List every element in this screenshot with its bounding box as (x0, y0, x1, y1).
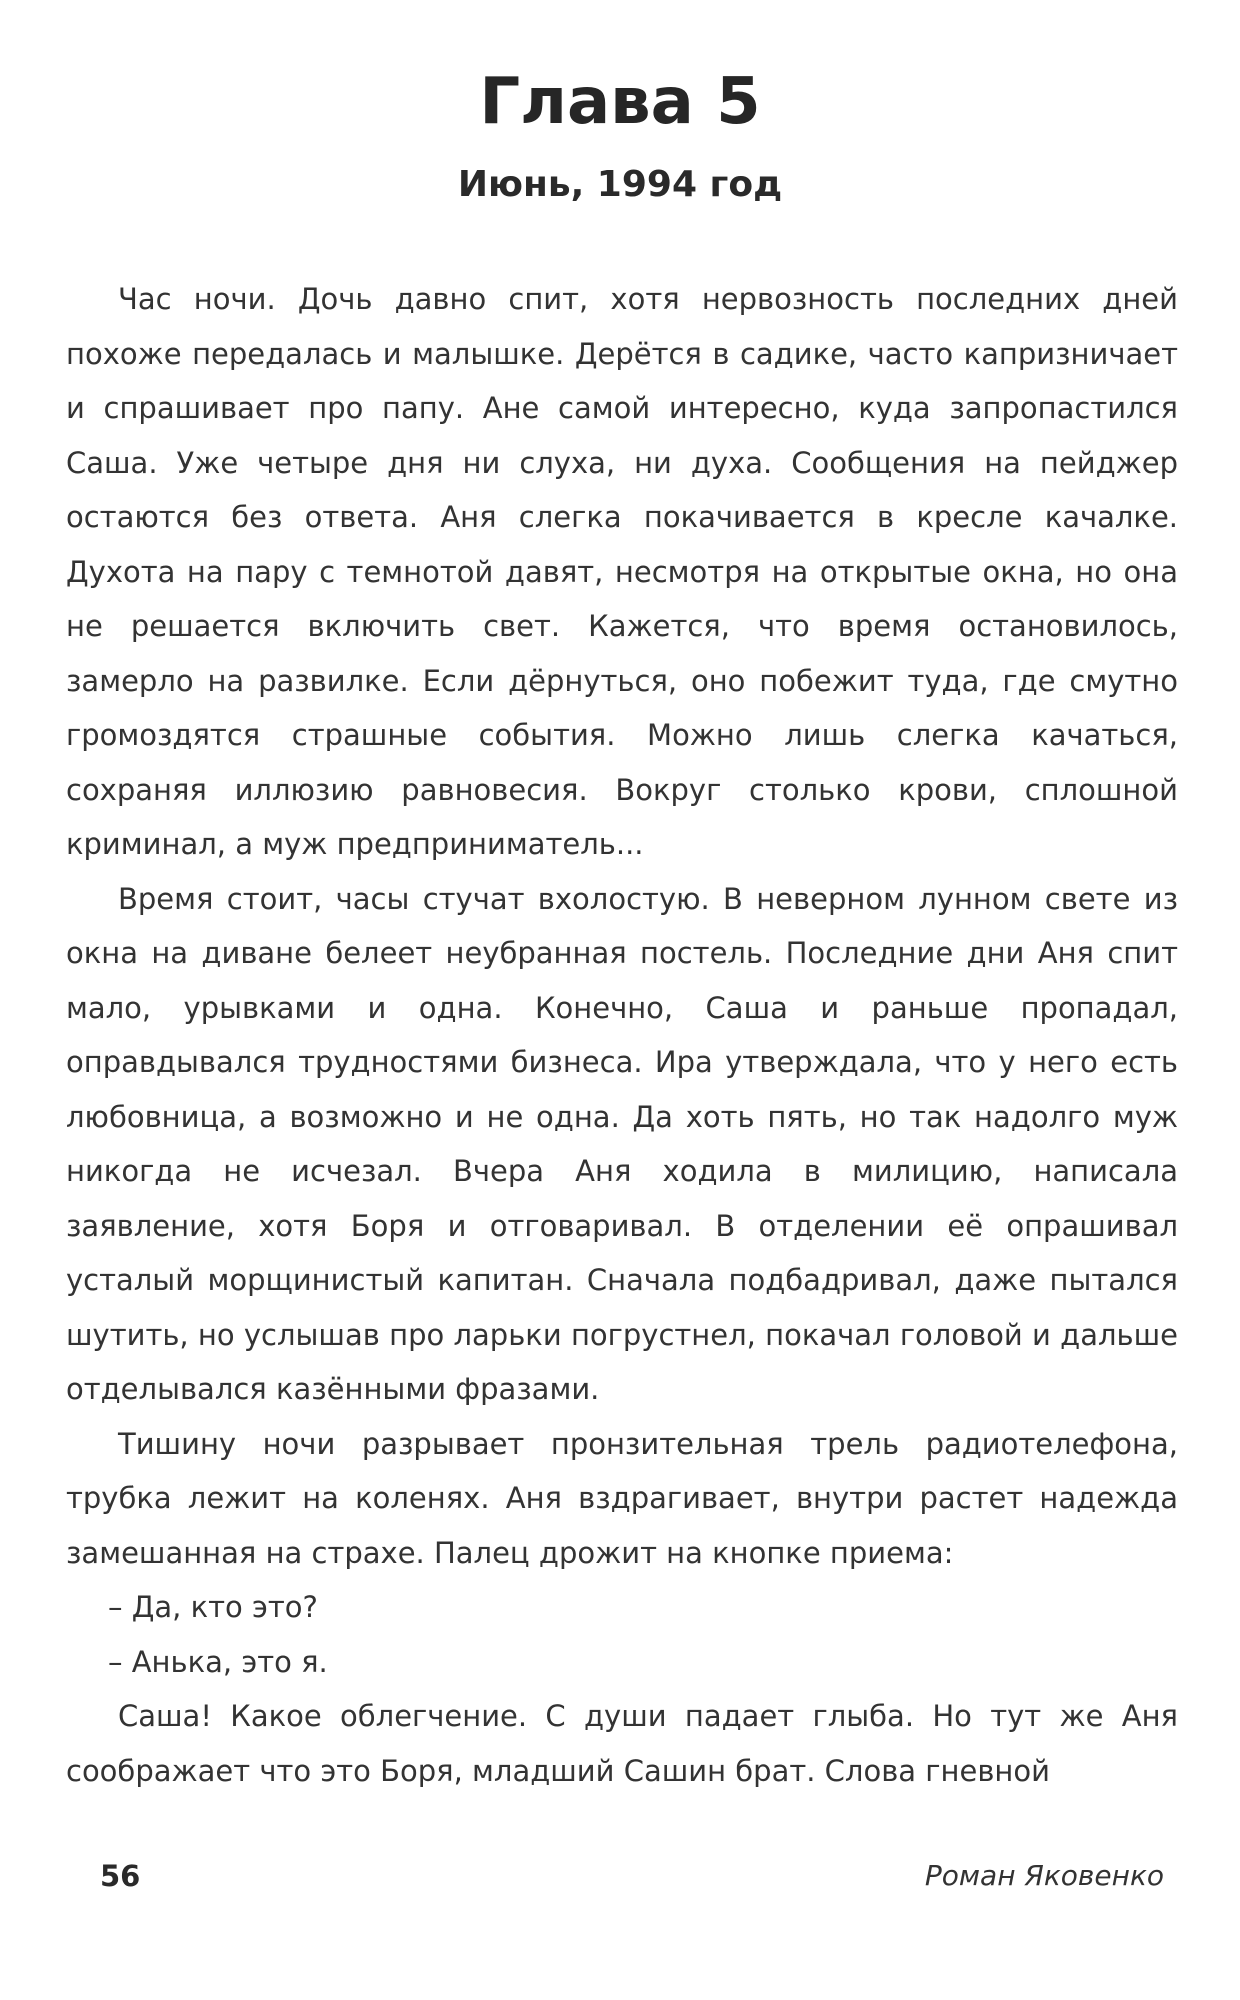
paragraph: Тишину ночи разрывает пронзительная трель радиотелефона, трубка лежит на коленях. Аня вздрагивает, внутри растет надежда замешанная на страхе. Палец дрожит на кнопке приема: (66, 1426, 1178, 1570)
page-number: 56 (100, 1859, 141, 1893)
dialog-line: – Да, кто это? (108, 1590, 318, 1624)
dialog-line: – Анька, это я. (108, 1644, 328, 1679)
running-author: Роман Яковенко (924, 1859, 1164, 1892)
chapter-subtitle: Июнь, 1994 год (457, 164, 783, 205)
chapter-title: Глава 5 (479, 65, 761, 139)
body-text (66, 272, 1178, 1798)
paragraph: Время стоит, часы стучат вхолостую. В неверном лунном свете из окна на диване белеет неубранная постель. Последние дни Аня спит мало, урывками и одна. Конечно, Саша и раньше пропадал, оправдывался трудностями бизнеса. Ира утверждала, что у него есть любовница, а возможно и не одна. Да хоть пять, но так надолго муж никогда не исчезал. Вчера Аня ходила в милицию, написала заявление, хотя Боря и отговаривал. В отделении её опрашивал усталый морщинистый капитан. Сначала подбадривал, даже пытался шутить, но услышав про ларьки погрустнел, покачал головой и дальше отделывался казёнными фразами. (66, 881, 1178, 1406)
paragraph: Час ночи. Дочь давно спит, хотя нервозность последних дней похоже передалась и малышке. Дерётся в садике, часто капризничает и спрашивает про папу. Ане самой интересно, куда запропастился Саша. Уже четыре дня ни слуха, ни духа. Сообщения на пейджер остаются без ответа. Аня слегка покачивается в кресле качалке. Духота на пару с темнотой давят, несмотря на открытые окна, но она не решается включить свет. Кажется, что время остановилось, замерло на развилке. Если дёрнуться, оно побежит туда, где смутно громоздятся страшные события. Можно лишь слегка качаться, сохраняя иллюзию равновесия. Вокруг столько крови, сплошной криминал, а муж предприниматель... (66, 282, 1178, 861)
paragraph: Саша! Какое облегчение. С души падает глыба. Но тут же Аня соображает что это Боря, младший Сашин брат. Слова гневной (66, 1699, 1178, 1788)
